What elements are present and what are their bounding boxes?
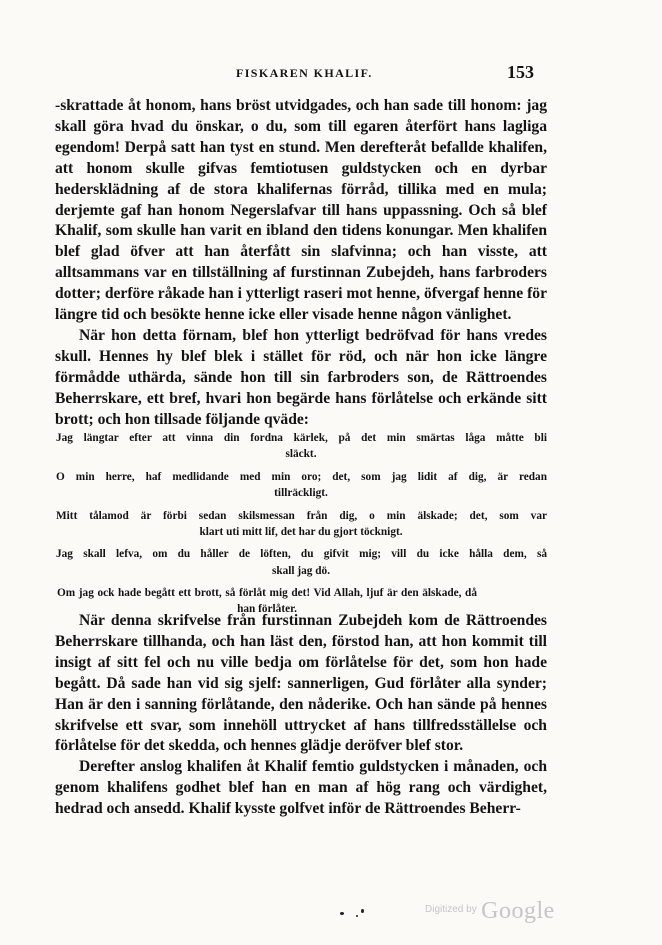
google-wordmark: Google — [481, 898, 555, 924]
page-number: 153 — [507, 62, 534, 82]
paragraph: När hon detta förnam, blef hon ytterligt bedröfvad för hans vredes skull. Hennes hy blef blek i stället för röd, och när hon icke längre förmådde uthärda, sände hon till sin farbroders son, de Rättroendes Beherrskare, ett bref, hvari hon begärde hans förlåtelse och erkände sitt brott; och hon tillsade följande qväde: — [55, 326, 547, 428]
digitized-by-label: Digitized by — [425, 904, 477, 915]
poem-line: O min herre, haf medlidande med min oro; det, som jag lidit af dig, är redan — [56, 470, 547, 483]
poem-line-continuation: klart uti mitt lif, det har du gjort töcknigt. — [199, 525, 403, 538]
paragraph: -skrattade åt honom, hans bröst utvidgades, och han sade till honom: jag skall göra hvad du önskar, o du, som till egaren återfört hans lagliga egendom! Derpå satt han tyst en stund. Men derefteråt befallde khalifen, att honom skulle gifvas femtiotusen guldstycken och en dyrbar hedersklädning af de stora khalifernas förråd, tillika med en mula; derjemte gaf han honom Negerslafvar till hans uppassning. Och så blef Khalif, som skulle han varit en ibland den tidens konungar. Men khalifen blef glad öfver att han återfått sin slafvinna; och han visste, att alltsammans var en tillställning af furstinnan Zubejdeh, hans farbroders dotter; derföre råkade han i ytterligt raseri mot henne, öfvergaf henne för längre tid och besökte henne icke eller visade henne någon vänlighet. — [55, 97, 547, 324]
poem-line-continuation: tillräckligt. — [274, 487, 328, 499]
poem-verse — [55, 469, 547, 501]
ink-speck — [340, 912, 344, 915]
poem-line: Om jag ock hade begått ett brott, så förlåt mig det! Vid Allah, ljuf är den älskade, då han förlåter. — [57, 587, 477, 616]
paragraph: Derefter anslog khalifen åt Khalif femtio guldstycken i månaden, och genom khalifens godhet blef han en man af hög rang och värdighet, hedrad och ansedd. Khalif kysste golfvet inför de Rättroendes Beherr- — [55, 758, 547, 818]
poem-line-continuation: släckt. — [285, 448, 317, 461]
running-title: FISKAREN KHALIF. — [236, 66, 373, 80]
poem-line: Mitt tålamod är förbi sedan skilsmessan från dig, o min älskade; det, som var — [56, 509, 547, 522]
ink-speck — [356, 915, 358, 917]
running-head — [0, 62, 662, 84]
poem-line: Jag skall lefva, om du håller de löften, du gifvit mig; vill du icke hålla dem, så — [56, 548, 547, 561]
digitized-watermark — [425, 898, 555, 925]
ink-speck — [361, 909, 364, 913]
poem-verse — [55, 430, 547, 462]
poem-line-continuation: skall jag dö. — [271, 564, 331, 577]
prose-block-before-poem — [55, 96, 547, 431]
poem-line: Jag längtar efter att vinna din fordna kärlek, på det min smärtas låga måtte bli — [56, 432, 547, 444]
poem-verse — [55, 546, 547, 578]
prose-block-after-poem — [55, 611, 547, 820]
poem — [55, 430, 547, 624]
poem-verse — [55, 508, 547, 540]
paragraph: När denna skrifvelse från furstinnan Zubejdeh kom de Rättroendes Beherrskare tillhanda, och han läst den, förstod han, att hon kommit till insigt af sitt fel och nu ville bedja om förlåtelse för det, som hon hade begått. Då sade han vid sig sjelf: sannerligen, Gud förlåter alla synder; Han är den i sanning förlåtande, den nåderike. Och han sände på hennes skrifvelse ett svar, som innehöll uttrycket af hans tillfredsställelse och förlåtelse för det skedda, och hennes glädje deröfver blef stor. — [55, 612, 547, 755]
